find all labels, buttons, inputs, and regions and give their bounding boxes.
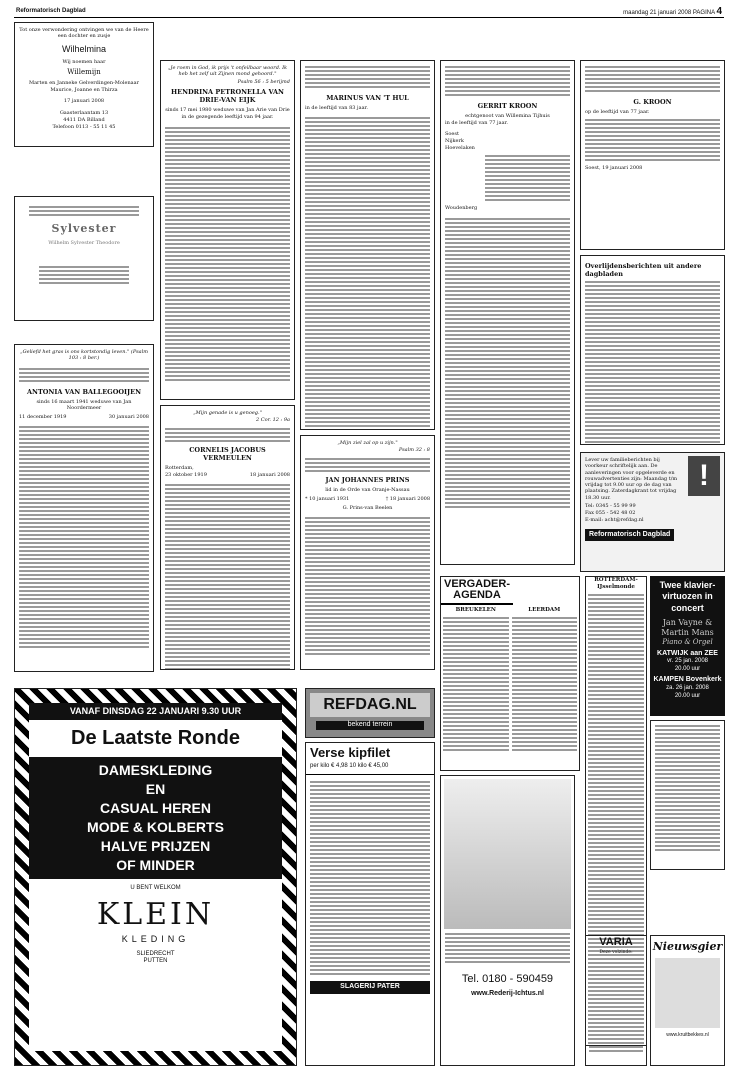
obituary-ballegooijen: „Geliefd het gras is ons kortstondig leven." (Psalm 103 : 8 ber.) ANTONIA VAN BALLEGOOIJEN sinds 16 maart 1941 weduwe van Jan Noordermeer 11 december 1919 30 januari 2008 xyxy=(14,344,154,672)
obituary-vermeulen: „Mijn genade is u genoeg." 2 Cor. 12 : 9a CORNELIS JACOBUS VERMEULEN Rotterdam, 23 oktober 1919 18 januari 2008 xyxy=(160,405,295,670)
obituary-prins: „Mijn ziel zal op u zijn." Psalm 32 : 8 JAN JOHANNES PRINS lid in de Orde van Oranje-Nassau * 10 januari 1931 † 18 januari 2008 G. Prins-van Beelen xyxy=(300,435,435,670)
page-date: maandag 21 januari 2008 PAGINA 4 xyxy=(623,6,722,17)
obituary-van-drie: „Je roem in God, ik prijs 't onfeilbaar woord. Ik heb het zelf uit Zijnen mond gehoord." Psalm 56 : 5 berijmd HENDRINA PETRONELLA VAN DRIE-VAN EIJK sinds 17 mei 1980 weduwe van Jan Arie van Drie in de gezegende leeftijd van 94 jaar. xyxy=(160,60,295,400)
brand-logo: Reformatorisch Dagblad xyxy=(585,529,674,542)
ad-ichtus: Tel. 0180 - 590459 www.Rederij-Ichtus.nl xyxy=(440,775,575,1066)
ad-nieuwsgier: Nieuwsgier www.kruitbekkes.nl xyxy=(650,935,725,1066)
birth-announcement: Tot onze verwondering ontvingen we van de Heere een dochter en zusje Wilhelmina Wij noemen haar Willemijn Marten en Janneke Gelverdingen-Molenaar Maurice, Joanne en Thirza 17 januari 2008 Gaasterlaantam 13 4411 DA Billand Telefoon 0113 - 55 11 45 xyxy=(14,22,154,147)
other-papers-overview: Overlijdensberichten uit andere dagbladen xyxy=(580,255,725,445)
paper-name: Reformatorisch Dagblad xyxy=(16,8,86,14)
ad-varia: VARIA Deze volzinde: xyxy=(585,935,647,1066)
obituary-kroon: GERRIT KROON echtgenoot van Willemina Tijhuis in de leeftijd van 77 jaar. Soest Nijkerk Hoevelaken Woudenberg xyxy=(440,60,575,565)
birth-announcement-sylvester: Sylvester Wilhelm Sylvester Theodore xyxy=(14,196,154,321)
obituary-van-t-hul: MARINUS VAN 'T HUL in de leeftijd van 83 jaar. xyxy=(300,60,435,430)
ad-de-laatste-ronde: VANAF DINSDAG 22 JANUARI 9.30 UUR De Laatste Ronde DAMESKLEDING EN CASUAL HEREN MODE & KOLBERTS HALVE PRIJZEN OF MINDER U BENT WELKOM KLEIN KLEDING SLIEDRECHT PUTTEN xyxy=(14,688,297,1066)
ad-verse-kipfilet: Verse kipfilet per kilo € 4,98 10 kilo € 45,00 SLAGERIJ PATER xyxy=(305,742,435,1066)
agenda-rotterdam: ROTTERDAM-IJsselmonde xyxy=(585,576,647,1046)
ad-reservations xyxy=(650,720,725,870)
ad-klavier-concert: Twee klavier-virtuozen in concert Jan Vayne & Martin Mans Piano & Orgel KATWIJK aan ZEE vr. 25 jan. 2008 20.00 uur KAMPEN Bovenkerk za. 26 jan. 2008 20.00 uur xyxy=(650,576,725,716)
submission-info-banner: Lever uw familieberichten bij voorkeur schriftelijk aan. De aanleveringen voor opgeleverde en rouwadvertenties zijn: Maandag t/m vrijdag tot 9.00 uur op de dag van plaatsing. Zaterdagkrant tot vrijdag 18.30 uur. ! Tel: 0345 - 55 99 99 Fax 055 - 542 48 02 E-mail: acht@refdag.nl Reformatorisch Dagblad xyxy=(580,452,725,572)
obituary-g-kroon: G. KROON op de leeftijd van 77 jaar. Soest, 19 januari 2008 xyxy=(580,60,725,250)
page-header xyxy=(14,4,724,18)
ad-vergader-agenda: VERGADER-AGENDA BREUKELEN LEERDAM xyxy=(440,576,580,771)
ad-refdag: REFDAG.NL bekend terrein xyxy=(305,688,435,738)
exclamation-icon: ! xyxy=(688,456,720,496)
